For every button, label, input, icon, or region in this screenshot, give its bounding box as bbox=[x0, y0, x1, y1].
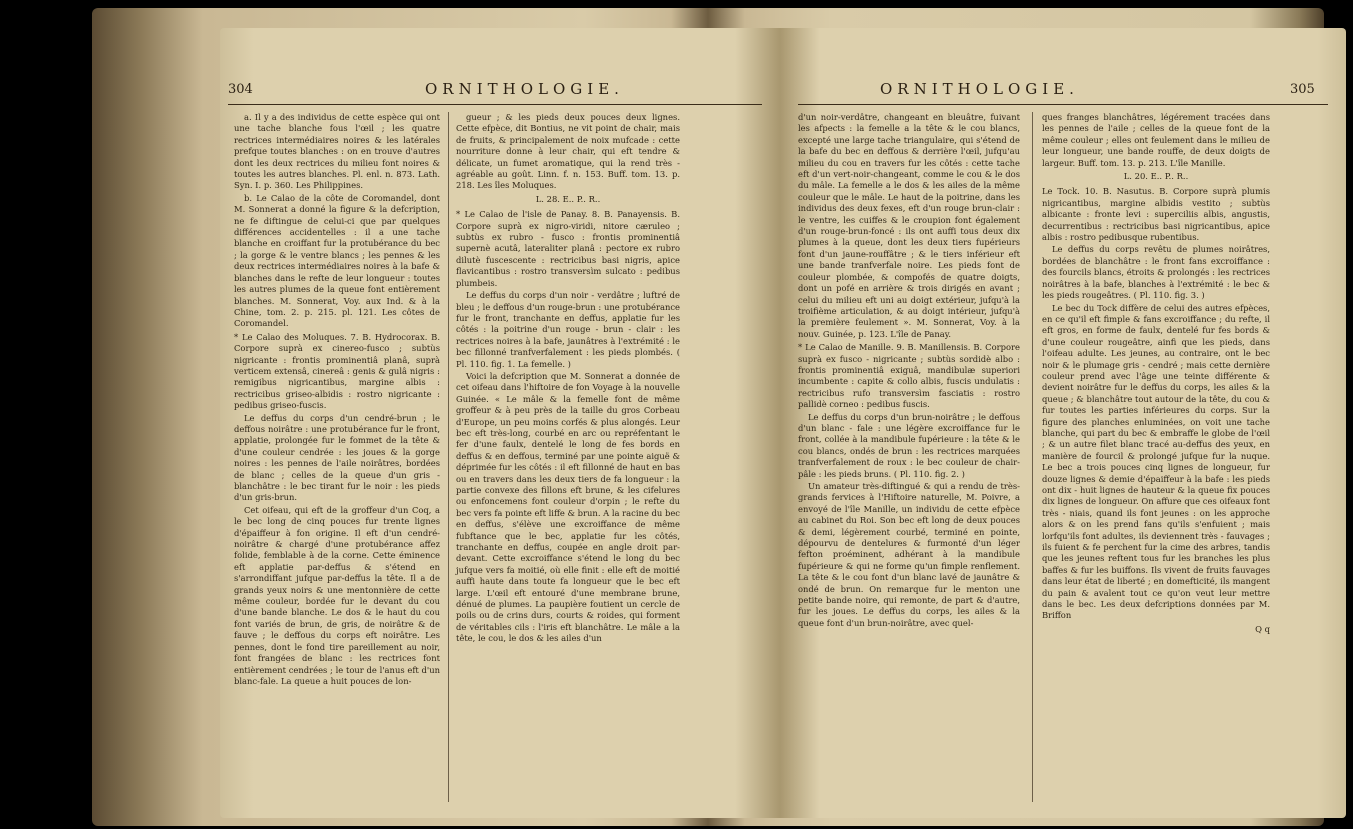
measurement-line: L. 28. E.. P.. R.. bbox=[535, 193, 601, 204]
paragraph: Cet oifeau, qui eft de la groffeur d'un Coq, a le bec long de cinq pouces fur trente lignes d'épaiffeur à fon origine. Il eft d'un cendré-noirâtre & chargé d'une protubérance affez folide, femblable à de la corne. Cette éminence eft applatie par-deffus & s'étend en s'arrondiffant jufque par-deffus la tête. Il a de grands yeux noirs & une mentonnière de cette même couleur, bordée fur le devant du cou d'une bande blanche. Le dos & le haut du cou font variés de brun, de gris, de noirâtre & de fauve ; le deffous du corps eft noirâtre. Les pennes, dont le fond tire pareillement au noir, font frangées de blanc : les rectrices font entièrement cendrées ; le tour de l'anus eft d'un blanc-fale. La queue a huit pouces de lon- bbox=[234, 504, 440, 686]
header-rule-right bbox=[798, 104, 1328, 105]
paragraph: a. Il y a des individus de cette espèce qui ont une tache blanche fous l'œil ; les quatre rectrices intermédiaires noires & les latérales prefque toutes blanches : on en trouve d'autres dont les deux rectrices du milieu font noires & toutes les autres blanches. Pl. enl. n. 873. Lath. Syn. I. p. 360. Les Philippines. bbox=[234, 112, 440, 191]
paragraph: Le deffus du corps d'un brun-noirâtre ; le deffous d'un blanc - fale : une légère excroiffance fur le front, collée à la mandibule fupérieure : la tête & le cou blancs, ondés de brun : les rectrices marquées tranfverfalement de roux : le bec couleur de chair-pâle : les pieds bruns. ( Pl. 110. fig. 2. ) bbox=[798, 411, 1020, 479]
right-page-column-2 bbox=[1042, 112, 1270, 636]
header-rule-left bbox=[228, 104, 762, 105]
signature-mark: Q q bbox=[1255, 623, 1270, 634]
species-entry: * Le Calao de Manille. 9. B. Manillensis. B. Corpore suprà ex fusco - nigricante ; subtùs sordidè albo : frontis prominentiâ exiguâ, mandibulæ superiori incumbente : capite & collo albis, fuscis undulatis : rectricibus rufo transversìm fasciatis : rostro pallidè corneo : pedibus fuscis. bbox=[798, 342, 1020, 410]
column-divider-right bbox=[1032, 112, 1033, 802]
species-entry: Le Tock. 10. B. Nasutus. B. Corpore suprà plumis nigricantibus, margine albidis vestito ; subtùs albicante : fronte levi : superciliis albis, angustis, decurrentibus : rectricibus basi nigricantibus, apice albis : rostro pedibusque rubentibus. bbox=[1042, 186, 1270, 243]
paragraph: Voici la defcription que M. Sonnerat a donnée de cet oifeau dans l'hiftoire de fon Voyage à la nouvelle Guinée. « Le mâle & la femelle font de même groffeur & à peu près de la taille du gros Corbeau d'Europe, un peu moins corfés & plus alongés. Leur bec eft très-long, courbé en arc ou repréfentant le fer d'une faulx, dentelé le long de fes bords en deffus & en deffous, terminé par une pointe aiguë & déprimée fur les côtés : il eft fillonné de haut en bas ou en travers dans les deux tiers de fa longueur : la partie convexe des fillons eft brune, & les cifelures ou enfoncemens font couleur d'orpin ; le refte du bec vers fa pointe eft liffe & brun. A la racine du bec en deffus, s'élève une excroiffance de même fubftance que le bec, applatie fur les côtés, tranchante en deffus, coupée en angle droit par-devant. Cette excroiffance s'étend le long du bec jufque vers fa moitié, où elle finit : elle eft de moitié auffi haute dans toute fa longueur que le bec eft large. L'œil eft entouré d'une membrane brune, dénué de plumes. La paupière foutient un cercle de poils ou de crins durs, courts & roides, qui forment de véritables cils : l'iris eft blanchâtre. Le mâle a la tête, le cou, le dos & les ailes d'un bbox=[456, 370, 680, 644]
paragraph: Le deffus du corps revêtu de plumes noirâtres, bordées de blanchâtre : le front fans excroiffance : des fourcils blancs, étroits & prolongés : les rectrices noirâtres à la bafe, blanches à l'extrémité : le bec & les pieds rougeâtres. ( Pl. 110. fig. 3. ) bbox=[1042, 244, 1270, 301]
open-book bbox=[92, 8, 1324, 826]
page-number-right: 305 bbox=[1290, 82, 1315, 97]
left-page bbox=[220, 28, 780, 818]
species-entry: * Le Calao de l'isle de Panay. 8. B. Panayensis. B. Corpore suprà ex nigro-viridi, nitore cæruleo ; subtùs ex rubro - fusco : frontis prominentiâ supernè acutâ, lateraliter planâ : pectore ex rubro dilutè fuscescente : rectricibus basi nigris, apice flavicantibus : rostro transversìm sulcato : pedibus plumbeis. bbox=[456, 209, 680, 288]
paragraph: gueur ; & les pieds deux pouces deux lignes. Cette efpèce, dit Bontius, ne vit point de chair, mais de fruits, & principalement de noix mufcade : cette nourriture donne à leur chair, qui eft tendre & délicate, un fumet aromatique, qui la rend très - agréable au goût. Linn. f. n. 153. Buff. tom. 13. p. 218. Les îles Moluques. bbox=[456, 112, 680, 191]
right-page bbox=[780, 28, 1346, 818]
running-head-right: ORNITHOLOGIE. bbox=[880, 80, 1079, 98]
species-entry: * Le Calao des Moluques. 7. B. Hydrocorax. B. Corpore suprà ex cinereo-fusco ; subtùs nigricante : frontis prominentiâ planâ, suprà verticem extensâ, cinereâ : genis & gulâ nigris : remigibus nigricantibus, margine albis : rectricibus griseo-albidis : rostro nigricante : pedibus griseo-fuscis. bbox=[234, 331, 440, 411]
paragraph: Le deffus du corps d'un noir - verdâtre ; luftré de bleu ; le deffous d'un rouge-brun : une protubérance fur le front, tranchante en deffus, applatie fur les côtés : la poitrine d'un rouge - brun - clair : les rectrices noires à la bafe, jaunâtres à l'extrémité : le bec fillonné tranfverfalement : les pieds plombés. ( Pl. 110. fig. 1. La femelle. ) bbox=[456, 290, 680, 369]
page-number-left: 304 bbox=[228, 82, 253, 97]
paragraph: Le bec du Tock diffère de celui des autres efpèces, en ce qu'il eft fimple & fans excroiffance ; du refte, il eft gros, en forme de faulx, dentelé fur fes bords & d'une couleur rougeâtre, ainfi que les pieds, dans l'oifeau adulte. Les jeunes, au contraire, ont le bec noir & le plumage gris - cendré ; mais cette dernière couleur prend avec l'âge une teinte différente & devient noirâtre fur le deffus du corps, les ailes & la queue ; & blanchâtre tout autour de la tête, du cou & fur toutes les parties inférieures du corps. Sur la figure des planches enluminées, on voit une tache blanche, qui part du bec & embraffe le globe de l'œil ; & un autre filet blanc tracé au-deffus des yeux, en manière de fourcil & prolongé jufque fur la nuque. Le bec a trois pouces cinq lignes de longueur, fur douze lignes & demie d'épaiffeur à la bafe : les pieds ont dix - huit lignes de hauteur & la queue fix pouces dix lignes de longueur. On affure que ces oifeaux font très - niais, quand ils font jeunes : on les approche alors & on les prend fans qu'ils s'enfuient ; mais lorfqu'ils font adultes, ils deviennent très - fauvages ; ils fuient & fe perchent fur la cime des arbres, tandis que les jeunes reftent tous fur les branches les plus baffes & fur les buiffons. Ils vivent de fruits fauvages dans leur état de liberté ; en domefticité, ils mangent du pain & avalent tout ce qu'on veut leur mettre dans le bec. Les deux defcriptions données par M. Briffon bbox=[1042, 302, 1270, 621]
left-page-column-2 bbox=[456, 112, 680, 646]
paragraph: Un amateur très-diftingué & qui a rendu de très-grands fervices à l'Hiftoire naturelle, M. Poivre, a envoyé de l'île Manille, un individu de cette efpèce au cabinet du Roi. Son bec eft long de deux pouces & demi, légèrement courbé, terminé en pointe, dépourvu de dentelures & furmonté d'un léger fefton proéminent, adhérant à la mandibule fupérieure & qui ne forme qu'un fimple renflement. La tête & le cou font d'un blanc lavé de jaunâtre & ondé de brun. On remarque fur le menton une petite bande noire, qui remonte, de part & d'autre, fur les joues. Le deffus du corps, les ailes & la queue font d'un brun-noirâtre, avec quel- bbox=[798, 481, 1020, 628]
left-page-column-1 bbox=[234, 112, 440, 688]
measurement-line: L. 20. E.. P.. R.. bbox=[1123, 171, 1189, 182]
paragraph: b. Le Calao de la côte de Coromandel, dont M. Sonnerat a donné la figure & la defcription, ne fe diftingue de celui-ci que par quelques différences accidentelles : il a une tache blanche en croiffant fur la protubérance du bec ; la gorge & le ventre blancs ; les pennes & les deux rectrices intermédiaires noires à la bafe & blanches dans le refte de leur longueur : toutes les autres plumes de la queue font entièrement blanches. M. Sonnerat, Voy. aux Ind. & à la Chine, tom. 2. p. 215. pl. 121. Les côtes de Coromandel. bbox=[234, 192, 440, 329]
paragraph: ques franges blanchâtres, légérement tracées dans les pennes de l'aile ; celles de la queue font de la même couleur ; elles ont feulement dans le milieu de leur longueur, une bande rouffe, de deux doigts de largeur. Buff. tom. 13. p. 213. L'île Manille. bbox=[1042, 112, 1270, 168]
running-head-left: ORNITHOLOGIE. bbox=[425, 80, 624, 98]
column-divider-left bbox=[448, 112, 449, 802]
right-page-column-1 bbox=[798, 112, 1020, 630]
paragraph: Le deffus du corps d'un cendré-brun ; le deffous noirâtre : une protubérance fur le front, applatie, prolongée fur le fommet de la tête & d'une couleur cendrée : les joues & la gorge noires : les pennes de l'aile noirâtres, bordées de blanc ; celles de la queue d'un gris - blanchâtre : le bec tirant fur le noir : les pieds d'un gris-brun. bbox=[234, 412, 440, 503]
paragraph: d'un noir-verdâtre, changeant en bleuâtre, fuivant les afpects : la femelle a la tête & le cou blancs, excepté une large tache triangulaire, qui s'étend de la bafe du bec en deffous & derrière l'œil, jufqu'au milieu du cou en travers fur les côtés : cette tache eft d'un vert-noir-changeant, comme le cou & le dos du mâle. La femelle a le dos & les ailes de la même couleur que le mâle. Le haut de la poitrine, dans les individus des deux fexes, eft d'un rouge brun-clair : le ventre, les cuiffes & le croupion font également d'un rouge-brun-foncé : ils ont auffi tous deux dix plumes à la queue, dont les deux tiers fupérieurs font d'un jaune-rouffâtre ; & le tiers inférieur eft une bande tranfverfale noire. Les pieds font de couleur plombée, & compofés de quatre doigts, dont un pofé en arrière & trois dirigés en avant ; celui du milieu eft uni au doigt extérieur, jufqu'à la troifième articulation, & au doigt intérieur, jufqu'à la première feulement ». M. Sonnerat, Voy. à la nouv. Guinée, p. 123. L'île de Panay. bbox=[798, 112, 1020, 339]
